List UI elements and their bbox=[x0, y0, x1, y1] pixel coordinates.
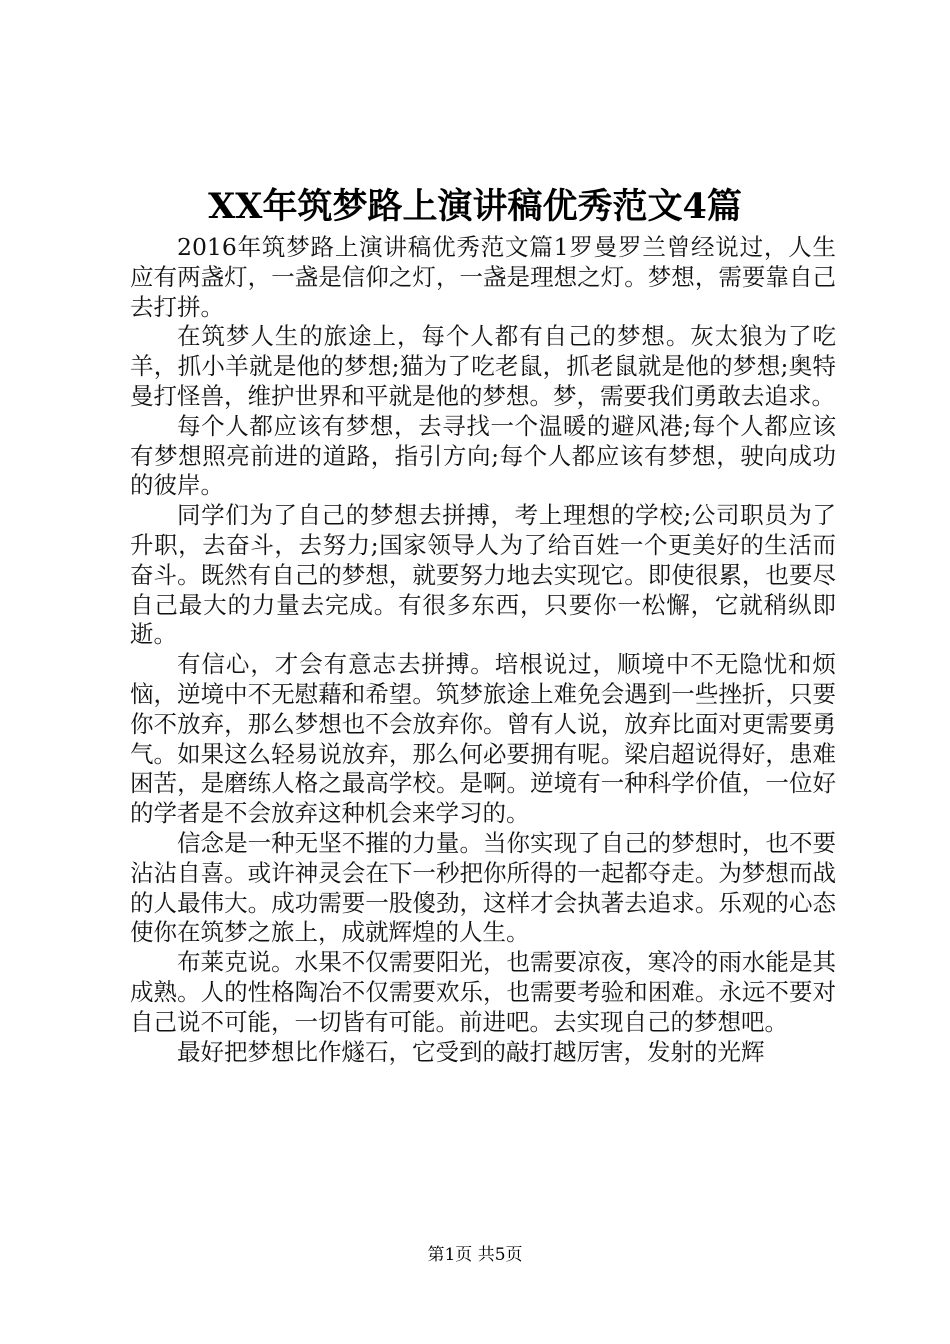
paragraph: 同学们为了自己的梦想去拼搏，考上理想的学校;公司职员为了升职，去奋斗，去努力;国家领导人为了给百姓一个更美好的生活而奋斗。既然有自己的梦想，就要努力地去实现它。即使很累，也要尽自己最大的力量去完成。有很多东西，只要你一松懈，它就稍纵即逝。 bbox=[130, 501, 836, 649]
paragraph: 在筑梦人生的旅途上，每个人都有自己的梦想。灰太狼为了吃羊，抓小羊就是他的梦想;猫为了吃老鼠，抓老鼠就是他的梦想;奥特曼打怪兽，维护世界和平就是他的梦想。梦，需要我们勇敢去追求。 bbox=[130, 322, 836, 410]
paragraph: 最好把梦想比作燧石，它受到的敲打越厉害，发射的光辉 bbox=[177, 1037, 765, 1066]
document-title: XX年筑梦路上演讲稿优秀范文4篇 bbox=[208, 186, 742, 227]
paragraph: 信念是一种无坚不摧的力量。当你实现了自己的梦想时，也不要沾沾自喜。或许神灵会在下一秒把你所得的一起都夺走。为梦想而战的人最伟大。成功需要一股傻劲，这样才会执著去追求。乐观的心态使你在筑梦之旅上，成就辉煌的人生。 bbox=[130, 828, 836, 947]
page-footer: 第1页 共5页 bbox=[427, 1245, 523, 1265]
paragraph: 每个人都应该有梦想，去寻找一个温暖的避风港;每个人都应该有梦想照亮前进的道路，指引方向;每个人都应该有梦想，驶向成功的彼岸。 bbox=[130, 411, 836, 500]
paragraph: 有信心，才会有意志去拼搏。培根说过，顺境中不无隐忧和烦恼，逆境中不无慰藉和希望。筑梦旅途上难免会遇到一些挫折，只要你不放弃，那么梦想也不会放弃你。曾有人说，放弃比面对更需要勇气。如果这么轻易说放弃，那么何必要拥有呢。梁启超说得好，患难困苦，是磨练人格之最高学校。是啊。逆境有一种科学价值，一位好的学者是不会放弃这种机会来学习的。 bbox=[130, 650, 836, 828]
document-body bbox=[130, 233, 836, 1067]
paragraph: 布莱克说。水果不仅需要阳光，也需要凉夜，寒冷的雨水能是其成熟。人的性格陶冶不仅需要欢乐，也需要考验和困难。永远不要对自己说不可能，一切皆有可能。前进吧。去实现自己的梦想吧。 bbox=[130, 948, 836, 1036]
paragraph: 2016年筑梦路上演讲稿优秀范文篇1罗曼罗兰曾经说过，人生应有两盏灯，一盏是信仰之灯，一盏是理想之灯。梦想，需要靠自己去打拼。 bbox=[130, 233, 836, 321]
